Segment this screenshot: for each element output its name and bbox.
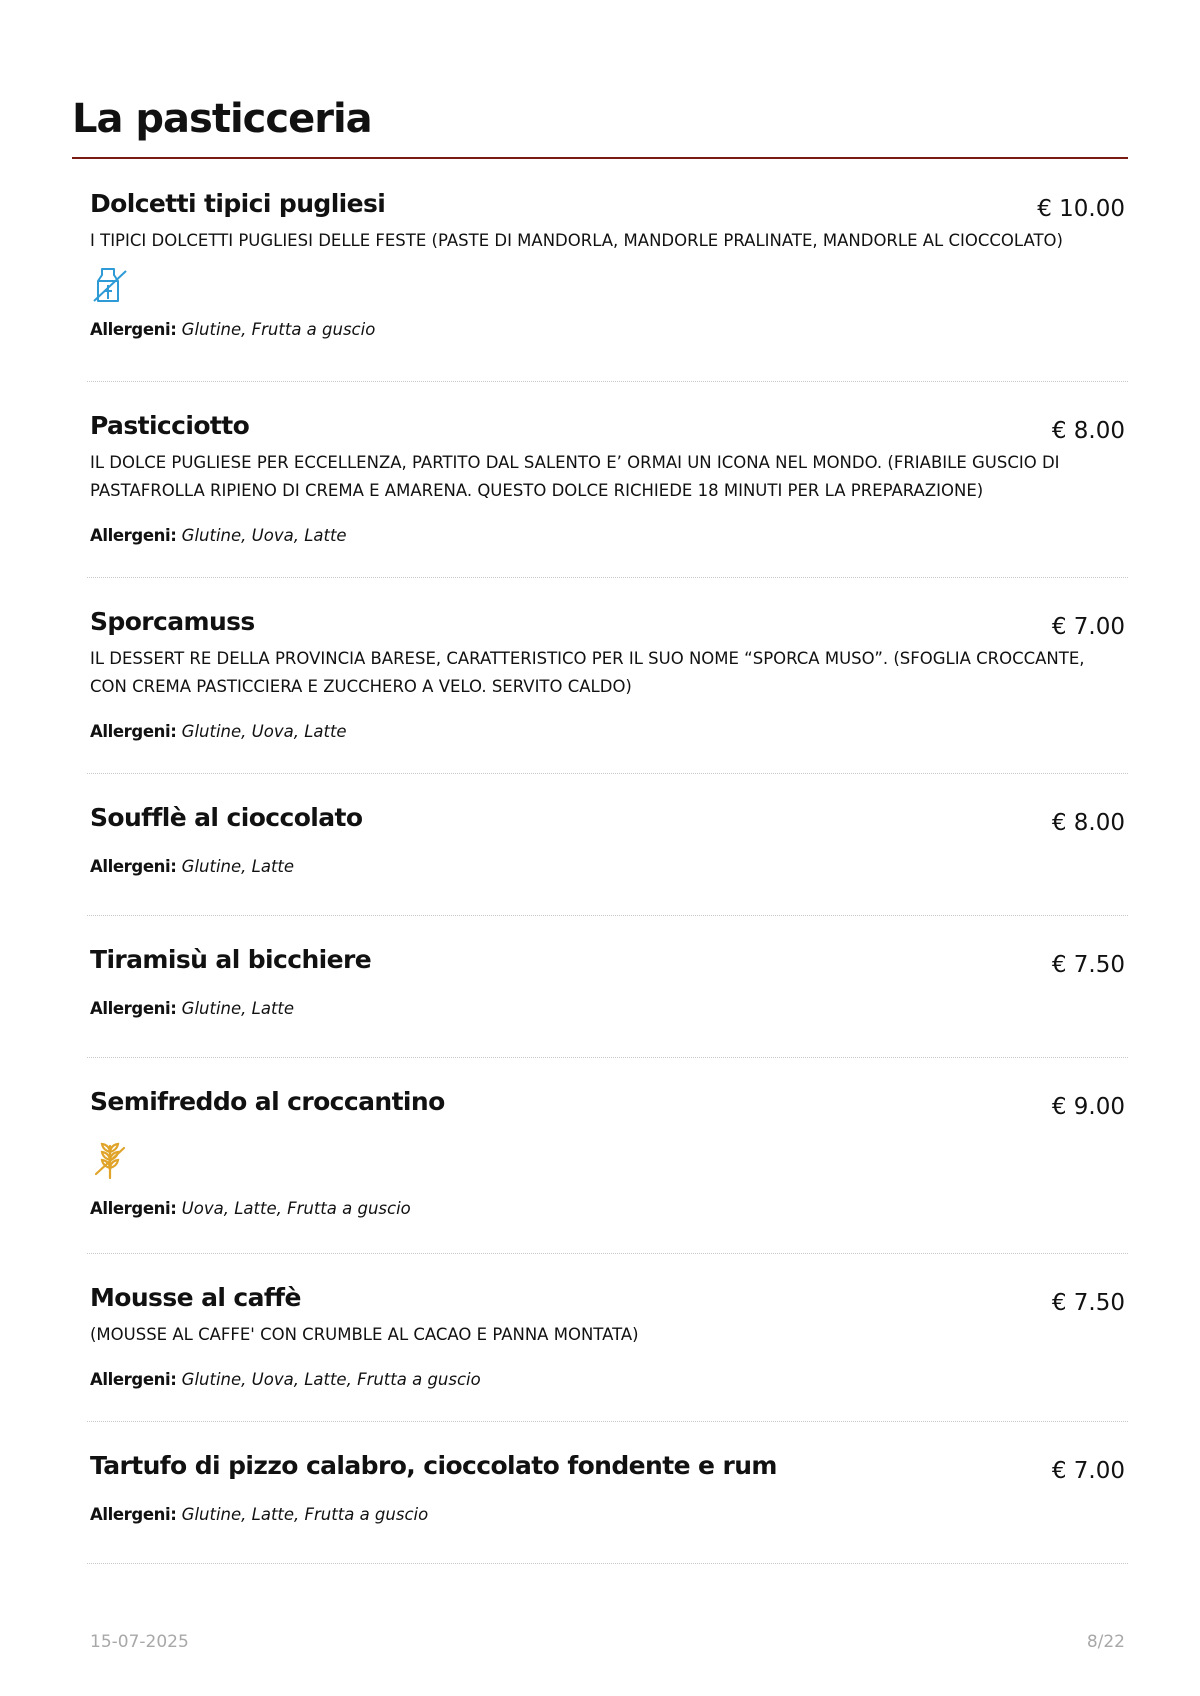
item-name: Tiramisù al bicchiere [90, 945, 372, 974]
item-name: Sporcamuss [90, 607, 255, 636]
item-name: Semifreddo al croccantino [90, 1087, 445, 1116]
allergen-values: Glutine, Uova, Latte, Frutta a guscio [181, 1370, 481, 1389]
item-description: (MOUSSE AL CAFFE' CON CRUMBLE AL CACAO E PANNA MONTATA) [90, 1325, 639, 1344]
allergen-values: Uova, Latte, Frutta a guscio [181, 1199, 411, 1218]
page-title: La pasticceria [72, 96, 372, 142]
item-allergens [90, 1369, 1128, 1391]
menu-item [87, 916, 1128, 1058]
item-name: Soufflè al cioccolato [90, 803, 363, 832]
item-allergens [90, 856, 1128, 878]
menu-item [87, 160, 1128, 382]
allergen-label: Allergeni: [90, 722, 177, 741]
menu-item [87, 1254, 1128, 1422]
allergen-label: Allergeni: [90, 857, 177, 876]
menu-item [87, 774, 1128, 916]
allergen-values: Glutine, Latte, Frutta a guscio [181, 1505, 429, 1524]
allergen-values: Glutine, Uova, Latte [181, 722, 347, 741]
menu-item [87, 1422, 1128, 1564]
allergen-label: Allergeni: [90, 999, 177, 1018]
title-divider [72, 157, 1128, 159]
menu-item [87, 578, 1128, 774]
item-name: Tartufo di pizzo calabro, cioccolato fondente e rum [90, 1451, 777, 1480]
footer-page-number: 8/22 [1086, 1632, 1125, 1652]
gluten-free-icon [90, 1140, 130, 1180]
item-description: IL DOLCE PUGLIESE PER ECCELLENZA, PARTITO DAL SALENTO E’ ORMAI UN ICONA NEL MONDO. (FRIABILE GUSCIO DI PASTAFROLLA RIPIENO DI CREMA E AMARENA. QUESTO DOLCE RICHIEDE 18 MINUTI PER LA PREPARAZIONE) [90, 453, 1060, 500]
item-name: Dolcetti tipici pugliesi [90, 189, 386, 218]
menu-item [87, 382, 1128, 578]
item-description: I TIPICI DOLCETTI PUGLIESI DELLE FESTE (PASTE DI MANDORLA, MANDORLE PRALINATE, MANDORLE AL CIOCCOLATO) [90, 231, 1063, 250]
item-allergens [90, 1198, 1128, 1220]
item-price: € 9.00 [1051, 1094, 1125, 1120]
allergen-values: Glutine, Latte [181, 857, 295, 876]
allergen-values: Glutine, Frutta a guscio [181, 320, 376, 339]
item-price: € 7.00 [1051, 1458, 1125, 1484]
item-price: € 7.50 [1051, 1290, 1125, 1316]
item-allergens [90, 319, 1128, 341]
item-allergens [90, 721, 1128, 743]
item-price: € 7.50 [1051, 952, 1125, 978]
item-price: € 10.00 [1037, 196, 1125, 222]
item-allergens [90, 998, 1128, 1020]
allergen-label: Allergeni: [90, 1505, 177, 1524]
allergen-label: Allergeni: [90, 320, 177, 339]
item-price: € 8.00 [1051, 810, 1125, 836]
footer-date: 15-07-2025 [90, 1632, 189, 1652]
allergen-values: Glutine, Uova, Latte [181, 526, 347, 545]
lactose-free-icon [90, 265, 130, 305]
item-name: Pasticciotto [90, 411, 250, 440]
menu-list [90, 160, 1128, 1564]
menu-item [87, 1058, 1128, 1254]
item-allergens [90, 525, 1128, 547]
allergen-label: Allergeni: [90, 1370, 177, 1389]
item-description: IL DESSERT RE DELLA PROVINCIA BARESE, CARATTERISTICO PER IL SUO NOME “SPORCA MUSO”. (SFOGLIA CROCCANTE, CON CREMA PASTICCIERA E ZUCCHERO A VELO. SERVITO CALDO) [90, 649, 1085, 696]
item-price: € 8.00 [1051, 418, 1125, 444]
item-name: Mousse al caffè [90, 1283, 301, 1312]
allergen-label: Allergeni: [90, 1199, 177, 1218]
allergen-label: Allergeni: [90, 526, 177, 545]
item-allergens [90, 1504, 1128, 1526]
allergen-values: Glutine, Latte [181, 999, 295, 1018]
item-price: € 7.00 [1051, 614, 1125, 640]
